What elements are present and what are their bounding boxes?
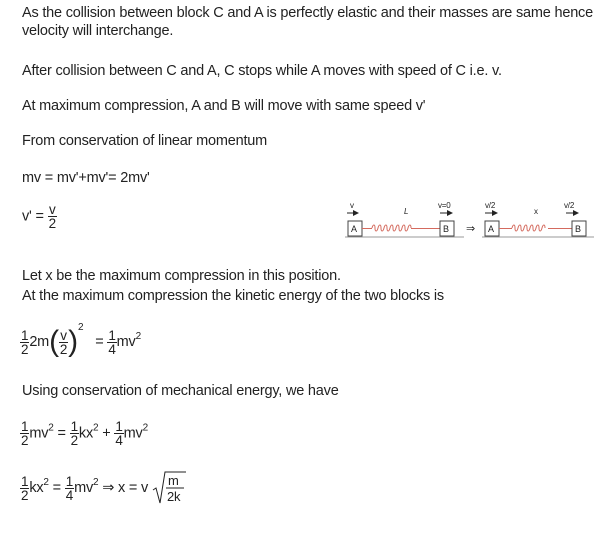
en-frac-3-num: 1	[115, 419, 123, 434]
left-stop-label: v=0	[438, 201, 451, 210]
en-frac-1	[20, 420, 29, 447]
paragraph-5-line-2: At the maximum compression the kinetic energy of the two blocks is	[22, 288, 444, 304]
en-frac-3	[114, 420, 123, 447]
ke-exp: 2	[77, 322, 84, 333]
en-frac-2	[70, 420, 79, 447]
en-plus: +	[102, 425, 111, 442]
fin-frac-1	[20, 475, 29, 502]
ke-equals: =	[95, 334, 104, 351]
en-term-1: mv	[29, 425, 49, 442]
left-length-label: L	[404, 207, 409, 216]
en-equals: =	[57, 425, 66, 442]
v-prime-fraction	[48, 203, 57, 230]
fin-implies-arrow: ⇒	[102, 480, 115, 496]
ke-inner-den: 2	[59, 341, 68, 357]
fin-equals: =	[52, 480, 61, 496]
right-x-label: x	[534, 207, 538, 216]
v-prime-den: 2	[48, 216, 56, 231]
en-exp-3: 2	[142, 422, 148, 434]
equation-final	[20, 470, 186, 506]
ke-frac-2-den: 4	[108, 341, 116, 357]
v-prime-num: v	[48, 202, 56, 217]
paragraph-1-line-2: velocity will interchange.	[22, 23, 174, 39]
ke-paren-open: (	[49, 325, 59, 359]
collision-diagram	[342, 200, 602, 250]
ke-inner-num: v	[60, 327, 67, 343]
v-prime-lhs: v' =	[22, 208, 44, 225]
ke-frac-1-num: 1	[21, 327, 29, 343]
ke-paren-close: )	[68, 325, 78, 359]
fin-sqrt-num: m	[167, 473, 179, 488]
sqrt-icon	[152, 470, 186, 506]
ke-inner-frac	[59, 329, 68, 356]
paragraph-5-line-1: Let x be the maximum compression in this position.	[22, 268, 341, 284]
en-frac-1-den: 2	[21, 433, 29, 448]
ke-frac-1	[20, 329, 29, 356]
fin-frac-2-num: 1	[65, 473, 74, 489]
en-exp-2: 2	[93, 422, 99, 434]
fin-frac-2	[65, 475, 74, 502]
fin-sqrt	[152, 470, 186, 506]
en-term-2: kx	[78, 425, 94, 442]
fin-term-1: kx	[29, 480, 44, 496]
ke-term-1: 2m	[29, 334, 50, 351]
paragraph-3: At maximum compression, A and B will move with same speed v'	[22, 98, 426, 114]
fin-frac-1-den: 2	[21, 487, 29, 503]
en-frac-2-den: 2	[70, 433, 78, 448]
fin-term-2: mv	[74, 480, 94, 496]
paragraph-4: From conservation of linear momentum	[22, 133, 268, 149]
block-b-right-label: B	[575, 224, 581, 234]
ke-frac-2	[107, 329, 116, 356]
block-b-left-label: B	[443, 224, 449, 234]
right-velocity-b-label: v/2	[564, 201, 575, 210]
equation-energy	[20, 420, 148, 447]
spring-left	[372, 225, 411, 231]
equation-v-prime	[22, 203, 57, 230]
paragraph-2: After collision between C and A, C stops while A moves with speed of C i.e. v.	[22, 63, 502, 79]
equation-kinetic-energy	[20, 322, 141, 359]
en-frac-3-den: 4	[115, 433, 123, 448]
fin-exp-2: 2	[93, 476, 99, 488]
block-a-left-label: A	[351, 224, 357, 234]
block-a-right-label: A	[488, 224, 494, 234]
en-term-3: mv	[123, 425, 143, 442]
en-frac-2-num: 1	[70, 419, 78, 434]
right-velocity-a-label: v/2	[485, 201, 496, 210]
diagram-transition-arrow: ⇒	[466, 223, 476, 235]
ke-frac-1-den: 2	[21, 341, 29, 357]
paragraph-6: Using conservation of mechanical energy, we have	[22, 383, 339, 399]
fin-sqrt-den: 2k	[166, 489, 181, 504]
left-velocity-label: v	[350, 201, 354, 210]
spring-right	[512, 225, 545, 231]
fin-frac-1-num: 1	[21, 473, 29, 489]
fin-frac-2-den: 4	[65, 487, 74, 503]
equation-momentum: mv = mv'+mv'= 2mv'	[22, 170, 150, 186]
fin-result: x = v	[118, 480, 149, 496]
ke-frac-2-num: 1	[108, 327, 116, 343]
en-exp-1: 2	[48, 422, 54, 434]
fin-exp-1: 2	[43, 476, 49, 488]
en-frac-1-num: 1	[21, 419, 29, 434]
ke-term-2-exp: 2	[135, 331, 141, 342]
ke-term-2: mv	[116, 334, 136, 351]
paragraph-1-line-1: As the collision between block C and A is perfectly elastic and their masses are same hence	[22, 5, 593, 21]
